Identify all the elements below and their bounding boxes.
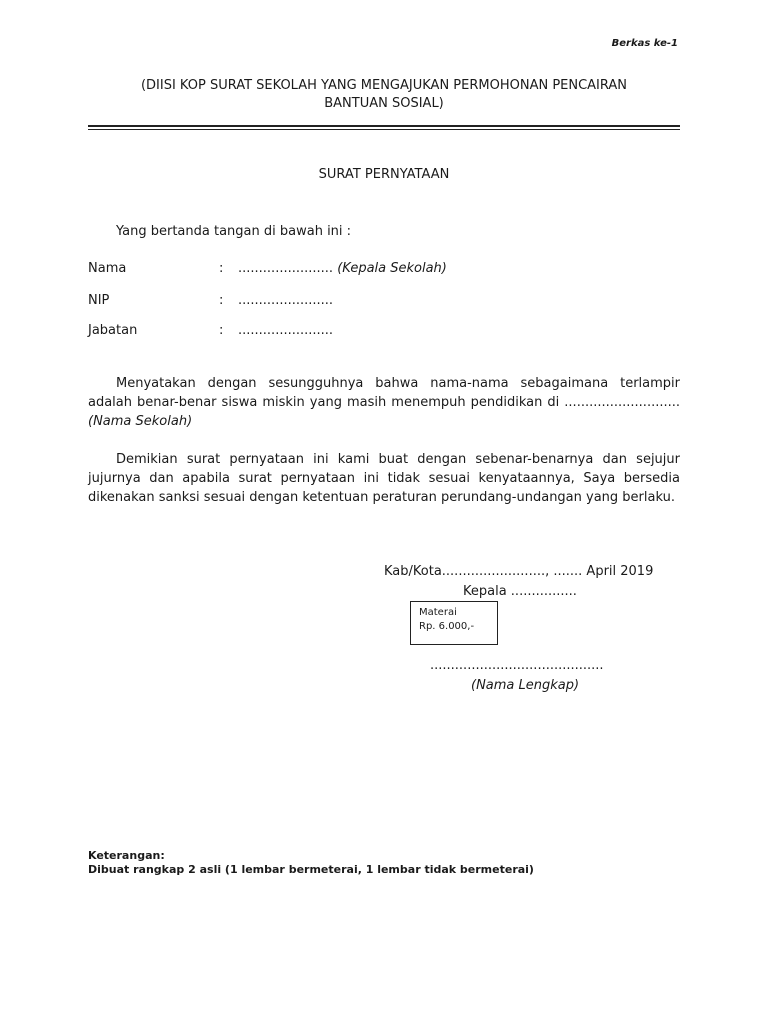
keterangan-text: Dibuat rangkap 2 asli (1 lembar bermeterai, 1 lembar tidak bermeterai) [88,863,534,876]
field-dots: ....................... [238,323,334,338]
header-rule-thick [88,125,680,127]
field-note: (Kepala Sekolah) [337,261,447,276]
field-label: NIP [88,293,110,308]
full-name-note: (Nama Lengkap) [471,678,580,693]
field-label: Jabatan [88,323,138,338]
school-name-note: (Nama Sekolah) [88,414,193,429]
statement-paragraph [88,374,680,431]
field-colon: : [219,293,224,308]
closing-paragraph: Demikian surat pernyataan ini kami buat dengan sebenar-benarnya dan sejujur jujurnya dan apabila surat pernyataan ini tidak sesuai kenyataannya, Saya bersedia dikenakan sanksi sesuai dengan ketentuan peraturan perundang-undangan yang berlaku. [88,452,680,505]
materai-label: Materai [419,607,457,618]
berkas-label: Berkas ke-1 [611,38,678,49]
field-value [238,293,333,308]
field-colon: : [219,323,224,338]
intro-text: Yang bertanda tangan di bawah ini : [116,224,352,239]
field-colon: : [219,261,224,276]
document-title: SURAT PERNYATAAN [318,167,450,182]
field-value [238,323,333,338]
materai-stamp-box [410,601,498,645]
field-dots: ....................... [238,293,334,308]
place-date: Kab/Kota........................., ....... April 2019 [384,564,654,579]
signature-line: .......................................... [430,658,604,673]
field-dots: ....................... [238,261,334,276]
field-value [238,261,447,276]
field-label: Nama [88,261,127,276]
materai-amount: Rp. 6.000,- [419,621,475,632]
keterangan-heading: Keterangan: [88,849,165,862]
statement-text: Menyatakan dengan sesungguhnya bahwa nama-nama sebagaimana terlampir adalah benar-benar siswa miskin yang masih menempuh pendidikan di ............................ [88,376,680,410]
signer-role: Kepala ................ [463,584,577,599]
letterhead-placeholder [88,77,680,113]
letterhead-line-1: (DIISI KOP SURAT SEKOLAH YANG MENGAJUKAN PERMOHONAN PENCAIRAN [140,78,628,93]
letterhead-line-2: BANTUAN SOSIAL) [324,96,444,111]
header-rule-thin [88,129,680,130]
